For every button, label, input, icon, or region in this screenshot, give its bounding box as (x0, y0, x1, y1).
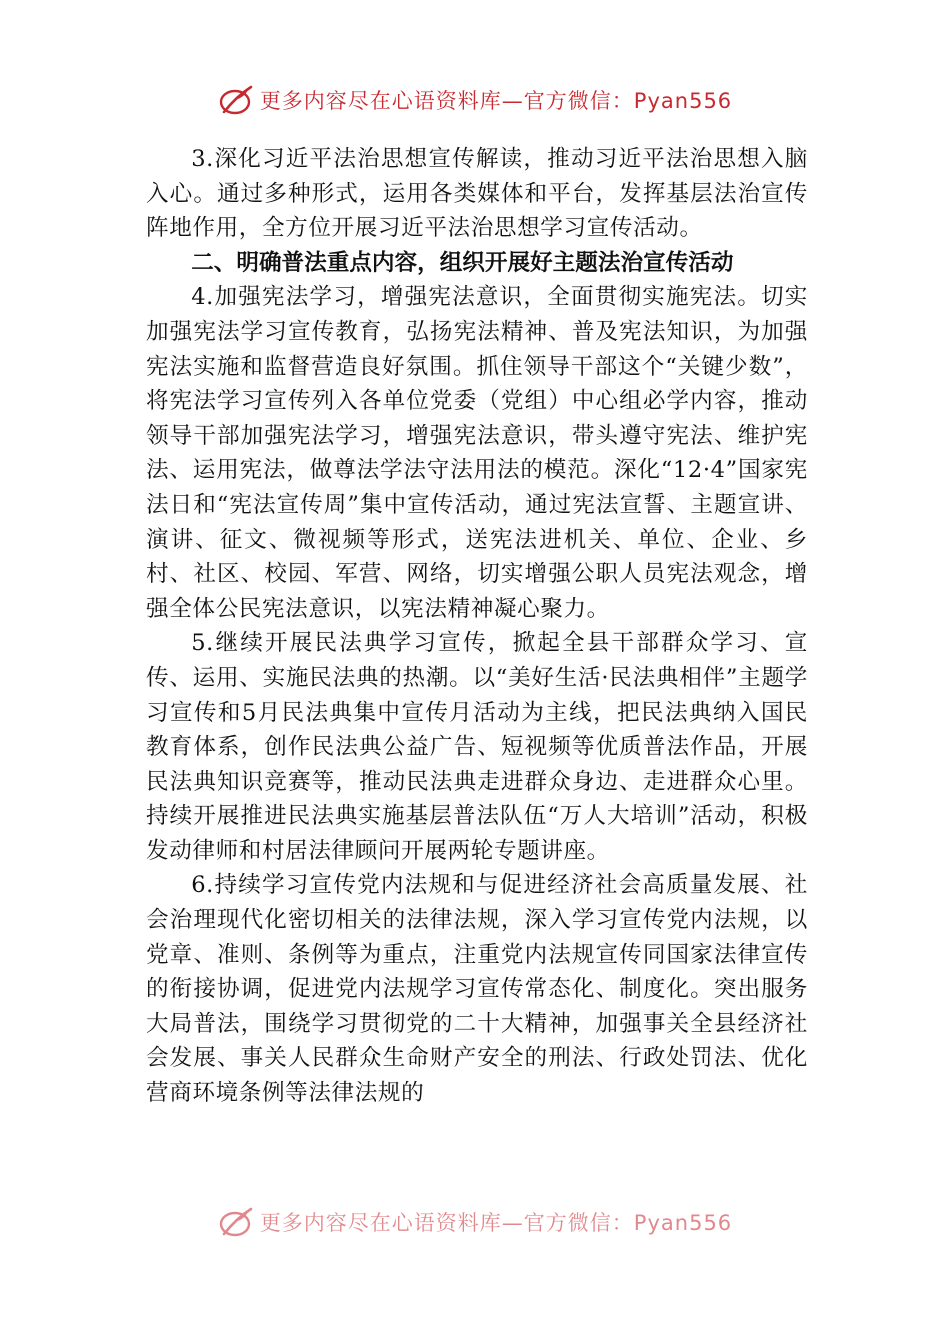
document-body (146, 142, 808, 1111)
paragraph-item-5: 5.继续开展民法典学习宣传，掀起全县干部群众学习、宣传、运用、实施民法典的热潮。以“美好生活·民法典相伴”主题学习宣传和5月民法典集中宣传月活动为主线，把民法典纳入国民教育体系，创作民法典公益广告、短视频等优质普法作品，开展民法典知识竞赛等，推动民法典走进群众身边、走进群众心里。持续开展推进民法典实施基层普法队伍“万人大培训”活动，积极发动律师和村居法律顾问开展两轮专题讲座。 (146, 630, 808, 864)
quill-logo-icon (218, 84, 254, 116)
watermark-header (0, 84, 950, 116)
quill-logo-icon (218, 1206, 254, 1238)
paragraph-item-3: 3.深化习近平法治思想宣传解读，推动习近平法治思想入脑入心。通过多种形式，运用各类媒体和平台，发挥基层法治宣传阵地作用，全方位开展习近平法治思想学习宣传活动。 (146, 146, 808, 242)
paragraph-item-6: 6.持续学习宣传党内法规和与促进经济社会高质量发展、社会治理现代化密切相关的法律法规，深入学习宣传党内法规，以党章、准则、条例等为重点，注重党内法规宣传同国家法律宣传的衔接协调，促进党内法规学习宣传常态化、制度化。突出服务大局普法，围绕学习贯彻党的二十大精神，加强事关全县经济社会发展、事关人民群众生命财产安全的刑法、行政处罚法、优化营商环境条例等法律法规的 (146, 872, 808, 1107)
watermark-text-footer: 更多内容尽在心语资料库—官方微信：Pyan556 (259, 1211, 733, 1235)
paragraph-item-4: 4.加强宪法学习，增强宪法意识，全面贯彻实施宪法。切实加强宪法学习宣传教育，弘扬宪法精神、普及宪法知识，为加强宪法实施和监督营造良好氛围。抓住领导干部这个“关键少数”，将宪法学习宣传列入各单位党委（党组）中心组必学内容，推动领导干部加强宪法学习，增强宪法意识，带头遵守宪法、维护宪法、运用宪法，做尊法学法守法用法的模范。深化“12·4”国家宪法日和“宪法宣传周”集中宣传活动，通过宪法宣誓、主题宣讲、演讲、征文、微视频等形式，送宪法进机关、单位、企业、乡村、社区、校园、军营、网络，切实增强公职人员宪法观念，增强全体公民宪法意识，以宪法精神凝心聚力。 (146, 284, 808, 622)
section-heading-2: 二、明确普法重点内容，组织开展好主题法治宣传活动 (191, 249, 734, 276)
watermark-footer (0, 1206, 950, 1238)
watermark-text: 更多内容尽在心语资料库—官方微信：Pyan556 (259, 89, 733, 113)
